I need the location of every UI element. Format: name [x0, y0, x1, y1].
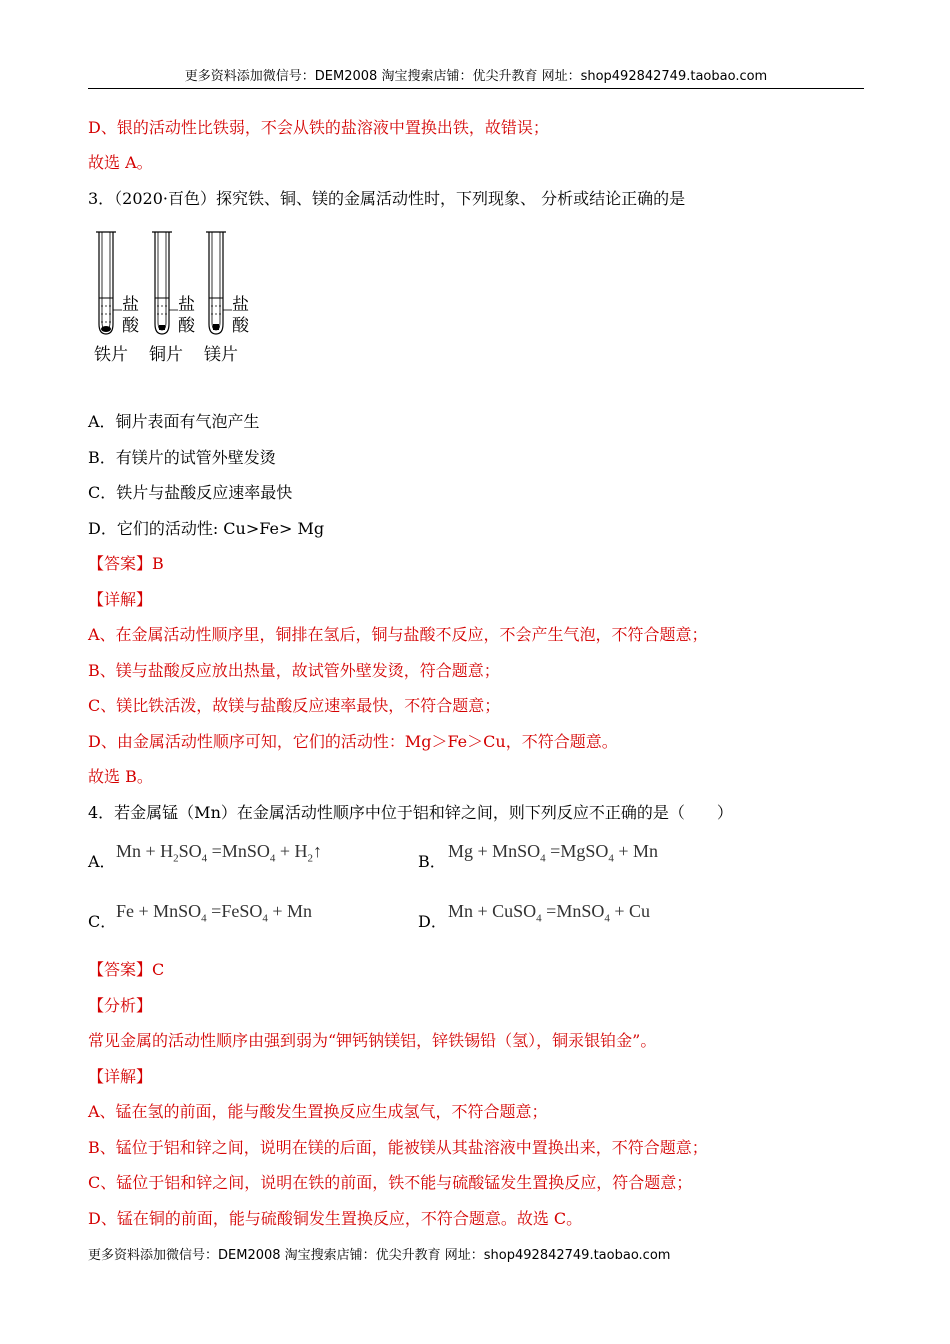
acid-label-3-bottom: 酸	[232, 316, 249, 336]
acid-label-1-bottom: 酸	[122, 316, 139, 336]
page-header: 更多资料添加微信号：DEM2008 淘宝搜索店铺：优尖升教育 网址：shop492842749.taobao.com	[88, 68, 864, 89]
acid-label-3-top: 盐	[232, 295, 249, 315]
q3-answer: 【答案】B	[88, 554, 164, 573]
q4-stem: 4．若金属锰（Mn）在金属活动性顺序中位于铝和锌之间，则下列反应不正确的是（ ）	[88, 803, 733, 822]
q3-explain-a: A、在金属活动性顺序里，铜排在氢后，铜与盐酸不反应，不会产生气泡，不符合题意；	[88, 625, 708, 644]
q3-explain-b: B、镁与盐酸反应放出热量，故试管外壁发烫，符合题意；	[88, 661, 500, 680]
test-tube-magnesium	[206, 232, 232, 334]
q4-option-d-letter: D．	[418, 912, 447, 931]
tube-label-magnesium: 镁片	[204, 345, 238, 365]
acid-label-2-top: 盐	[178, 295, 195, 315]
q4-option-b	[418, 840, 658, 873]
acid-label-1-top: 盐	[122, 295, 139, 315]
q4-option-d	[418, 900, 650, 933]
q3-explain-title: 【详解】	[88, 590, 153, 609]
q4-option-a-letter: A．	[88, 852, 116, 871]
q3-choice: 故选 B。	[88, 767, 153, 786]
q4-option-a	[88, 840, 322, 873]
q3-option-b: B．有镁片的试管外壁发烫	[88, 448, 276, 467]
q3-explain-c: C、镁比铁活泼，故镁与盐酸反应速率最快，不符合题意；	[88, 696, 501, 715]
q4-analysis-title: 【分析】	[88, 996, 153, 1015]
test-tube-figure	[92, 230, 262, 370]
q3-explain-d: D、由金属活动性顺序可知，它们的活动性：Mg＞Fe＞Cu，不符合题意。	[88, 732, 618, 751]
q3-option-c: C．铁片与盐酸反应速率最快	[88, 483, 293, 502]
q4-explain-c: C、锰位于铝和锌之间，说明在铁的前面，铁不能与硫酸锰发生置换反应，符合题意；	[88, 1173, 693, 1192]
q3-stem: 3．（2020·百色）探究铁、铜、镁的金属活动性时，下列现象、 分析或结论正确的是	[88, 189, 686, 208]
test-tube-iron	[96, 232, 122, 334]
q4-option-d-equation: Mn + CuSO$_4$ =MnSO$_4$ + Cu	[448, 901, 651, 925]
q4-option-b-letter: B．	[418, 852, 446, 871]
q4-answer: 【答案】C	[88, 960, 165, 979]
q4-option-c-equation: Fe + MnSO$_4$ =FeSO$_4$ + Mn	[116, 901, 312, 925]
q4-explain-b: B、锰位于铝和锌之间，说明在镁的后面，能被镁从其盐溶液中置换出来，不符合题意；	[88, 1138, 708, 1157]
q3-option-d: D．它们的活动性: Cu>Fe> Mg	[88, 519, 325, 538]
tube-label-copper: 铜片	[149, 345, 183, 365]
q4-option-c-letter: C．	[88, 912, 117, 931]
q4-option-a-equation: $Mn + H_2SO_4$ =MnSO$_4$ + $H_2↑$	[116, 841, 322, 865]
q4-explain-a: A、锰在氢的前面，能与酸发生置换反应生成氢气，不符合题意；	[88, 1102, 548, 1121]
acid-label-2-bottom: 酸	[178, 316, 195, 336]
q4-analysis: 常见金属的活动性顺序由强到弱为“钾钙钠镁铝，锌铁锡铅（氢），铜汞银铂金”。	[88, 1031, 657, 1050]
page-footer: 更多资料添加微信号：DEM2008 淘宝搜索店铺：优尖升教育 网址：shop492842749.taobao.com	[88, 1248, 671, 1263]
test-tube-copper	[152, 232, 178, 334]
q4-option-c	[88, 900, 312, 933]
q4-explain-d: D、锰在铜的前面，能与硫酸铜发生置换反应，不符合题意。故选 C。	[88, 1209, 583, 1228]
q4-explain-title: 【详解】	[88, 1067, 153, 1086]
q4-option-b-equation: Mg + MnSO$_4$ =MgSO$_4$ + Mn	[448, 841, 658, 865]
tube-label-iron: 铁片	[94, 345, 128, 365]
q3-option-a: A．铜片表面有气泡产生	[88, 412, 260, 431]
prev-choice: 故选 A。	[88, 153, 153, 172]
prev-explain-d: D、银的活动性比铁弱，不会从铁的盐溶液中置换出铁，故错误；	[88, 118, 549, 137]
